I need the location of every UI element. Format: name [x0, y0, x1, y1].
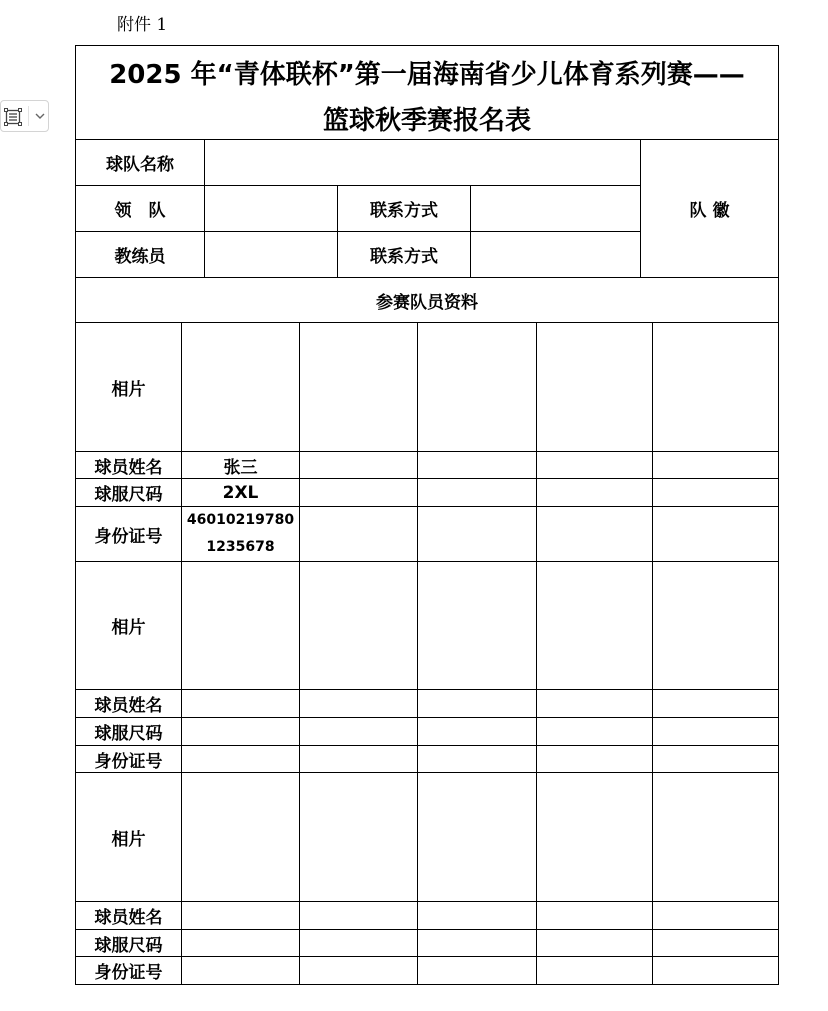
id-number-line-1: 46010219780 — [186, 512, 295, 528]
chevron-down-icon[interactable] — [34, 110, 46, 122]
form-title-line-2: 篮球秋季赛报名表 — [322, 106, 531, 136]
jersey-size-label: 球服尺码 — [94, 485, 163, 505]
id-number-value — [182, 507, 299, 561]
team-name-label: 球队名称 — [106, 155, 174, 175]
coach-contact-field[interactable] — [471, 232, 640, 277]
toolbar-divider — [28, 106, 29, 126]
player-section-title: 参赛队员资料 — [376, 292, 478, 313]
grid-line — [652, 322, 653, 984]
player-name-label: 球员姓名 — [94, 908, 163, 928]
player-name-value: 张三 — [223, 457, 258, 478]
player-name-label: 球员姓名 — [94, 696, 163, 716]
form-title-line-1: 2025 年“青体联杯”第一届海南省少儿体育系列赛—— — [109, 60, 745, 90]
coach-contact-label: 联系方式 — [370, 247, 438, 267]
attachment-label: 附件 1 — [117, 15, 168, 35]
player-name-label: 球员姓名 — [94, 457, 163, 478]
photo-label: 相片 — [111, 379, 146, 400]
id-number-label: 身份证号 — [94, 751, 163, 772]
text-block-icon — [4, 108, 22, 126]
jersey-size-label: 球服尺码 — [94, 724, 163, 744]
grid-line — [181, 322, 182, 984]
side-toolbar-button[interactable] — [0, 100, 49, 132]
jersey-size-value: 2XL — [222, 482, 259, 503]
team-badge-label: 队 徽 — [689, 201, 730, 221]
jersey-size-label: 球服尺码 — [94, 935, 163, 956]
grid-line — [536, 322, 537, 984]
id-number-line-2: 1235678 — [206, 539, 275, 555]
coach-field[interactable] — [205, 232, 337, 277]
team-name-field[interactable] — [205, 140, 640, 185]
grid-line — [417, 322, 418, 984]
leader-contact-field[interactable] — [471, 186, 640, 231]
photo-label: 相片 — [111, 618, 146, 638]
leader-field[interactable] — [205, 186, 337, 231]
id-number-label: 身份证号 — [94, 526, 163, 547]
leader-label: 领 队 — [114, 201, 166, 221]
coach-label: 教练员 — [114, 247, 166, 267]
leader-contact-label: 联系方式 — [370, 201, 438, 221]
photo-label: 相片 — [111, 829, 146, 850]
grid-line — [299, 322, 300, 984]
id-number-label: 身份证号 — [94, 963, 163, 983]
